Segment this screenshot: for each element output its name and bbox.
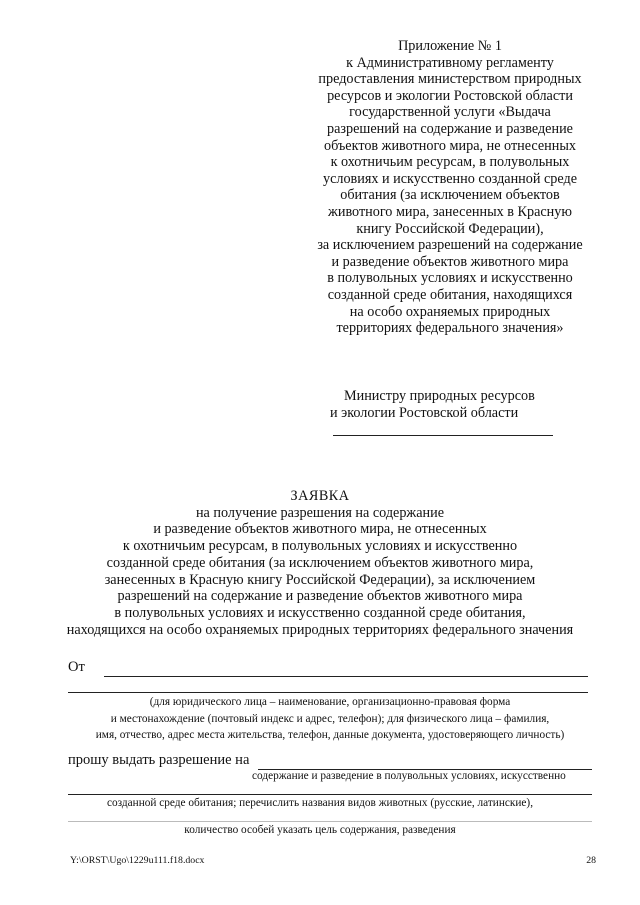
from-label: От — [68, 659, 85, 675]
from-field-line-2[interactable] — [68, 692, 588, 693]
appendix-line: предоставления министерством природных — [318, 71, 582, 88]
appendix-line: ресурсов и экологии Ростовской области — [327, 87, 573, 104]
application-heading: ЗАЯВКА — [290, 488, 350, 504]
appendix-line: разрешений на содержание и разведение — [327, 120, 573, 137]
application-title-line: на получение разрешения на содержание — [195, 504, 445, 521]
from-field-line[interactable] — [104, 676, 588, 677]
application-title — [0, 488, 640, 638]
appendix-line: к Административному регламенту — [346, 54, 554, 71]
appendix-line: животного мира, занесенных в Красную — [328, 203, 572, 220]
addressee-signature-line[interactable] — [333, 435, 553, 436]
appendix-line: государственной услуги «Выдача — [349, 104, 551, 121]
from-hint-line: и местонахождение (почтовый индекс и адрес, телефон); для физического лица – фамилия, — [110, 712, 550, 725]
appendix-line: созданной среде обитания, находящихся — [327, 286, 573, 303]
from-hint-line: (для юридического лица – наименование, организационно-правовая форма — [149, 696, 511, 708]
request-hint-1: содержание и разведение в полувольных условиях, искусственно — [252, 770, 566, 782]
request-hint-2: созданной среде обитания; перечислить названия видов животных (русские, латинские), — [106, 797, 534, 809]
application-title-line: созданной среде обитания (за исключением объектов животного мира, — [106, 554, 534, 571]
appendix-line: в полувольных условиях и искусственно — [327, 270, 573, 287]
application-title-line: и разведение объектов животного мира, не отнесенных — [153, 521, 487, 538]
application-title-line: разрешений на содержание и разведение объектов животного мира — [117, 588, 523, 605]
appendix-header — [300, 38, 600, 337]
from-hint — [40, 694, 620, 744]
addressee-block — [330, 388, 570, 422]
appendix-line: за исключением разрешений на содержание — [317, 237, 583, 254]
addressee-line: и экологии Ростовской области — [330, 405, 519, 421]
appendix-line: к охотничьим ресурсам, в полувольных — [330, 154, 570, 171]
addressee-line: Министру природных ресурсов — [344, 388, 535, 404]
application-title-line: занесенных в Красную книгу Российской Федерации), за исключением — [104, 571, 536, 588]
application-title-line: находящихся на особо охраняемых природных территориях федерального значения — [66, 621, 574, 638]
from-hint-line: имя, отчество, адрес места жительства, телефон, данные документа, удостоверяющего личность) — [95, 729, 565, 742]
application-title-line: в полувольных условиях и искусственно созданной среде обитания, — [114, 604, 526, 621]
request-label: прошу выдать разрешение на — [68, 752, 250, 768]
appendix-line: и разведение объектов животного мира — [331, 253, 569, 270]
appendix-line: книгу Российской Федерации), — [356, 220, 544, 237]
request-field-line-2[interactable] — [68, 794, 592, 795]
page-number: 28 — [586, 855, 596, 866]
appendix-line: территориях федерального значения» — [336, 320, 564, 337]
appendix-line: на особо охраняемых природных — [349, 303, 551, 320]
appendix-line: условиях и искусственно созданной среде — [322, 170, 578, 187]
application-title-line: к охотничьим ресурсам, в полувольных условиях и искусственно — [122, 538, 518, 555]
request-hint-3: количество особей указать цель содержания, разведения — [184, 824, 456, 836]
request-field-line-3[interactable] — [68, 821, 592, 822]
appendix-line: Приложение № 1 — [398, 38, 502, 54]
from-row — [68, 659, 592, 677]
appendix-line: обитания (за исключением объектов — [340, 187, 560, 204]
footer-file-path: Y:\ORST\Ugo\1229u111.f18.docx — [70, 855, 205, 866]
appendix-line: объектов животного мира, не отнесенных — [324, 137, 576, 154]
request-row — [68, 752, 592, 770]
